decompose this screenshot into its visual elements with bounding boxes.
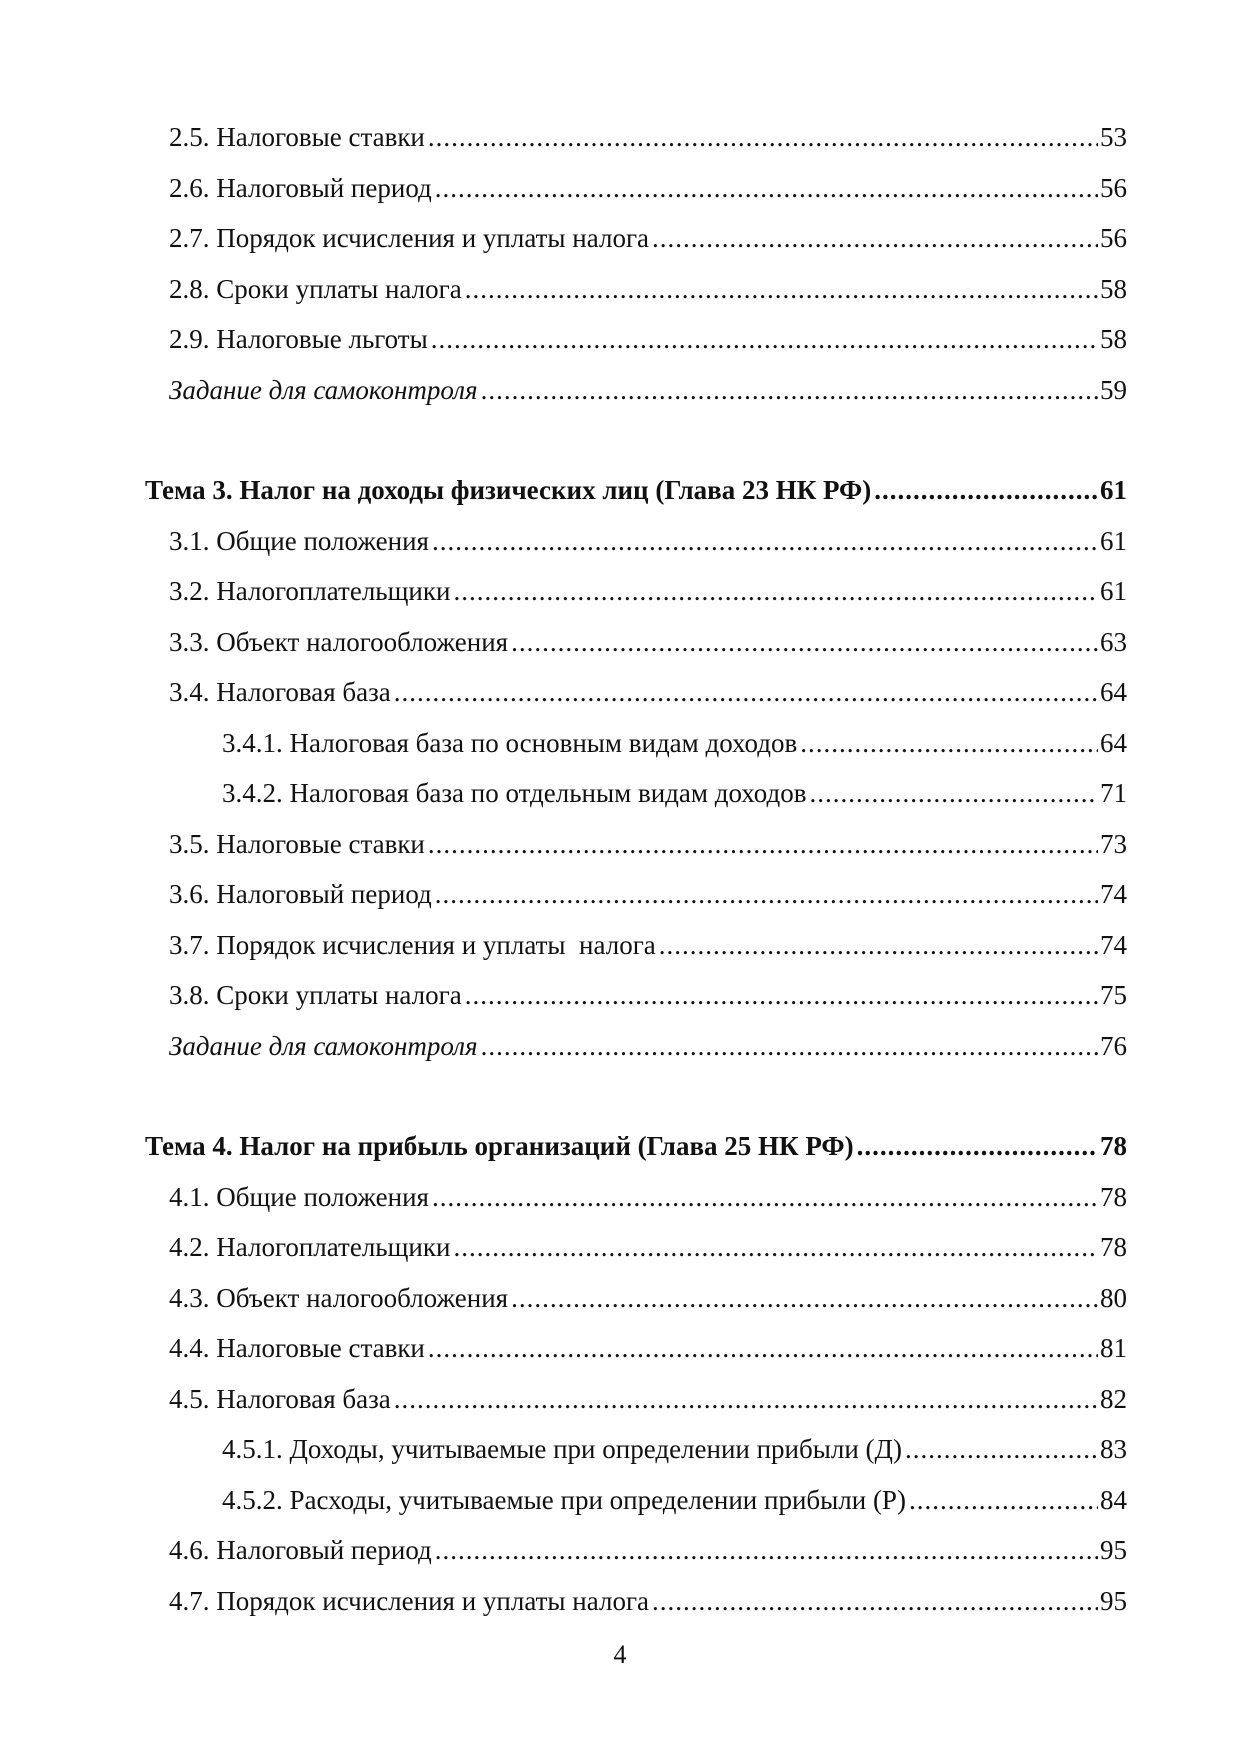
toc-entry-3-2[interactable] <box>145 566 1127 617</box>
toc-entry-page: 82 <box>1100 1383 1127 1414</box>
toc-entry-label: 4.5.1. Доходы, учитываемые при определении прибыли (Д) <box>222 1434 902 1464</box>
toc-entry-3-6[interactable] <box>145 869 1127 920</box>
toc-entry-4-6[interactable] <box>145 1525 1127 1576</box>
toc-entry-page: 56 <box>1100 223 1127 253</box>
section-spacer <box>145 1071 1127 1121</box>
toc-entry-3-4[interactable] <box>145 667 1127 718</box>
toc-entry-label: 4.6. Налоговый период <box>169 1535 432 1565</box>
toc-leader-dots <box>394 667 1098 718</box>
toc-entry-self-check-3[interactable] <box>145 1021 1127 1072</box>
toc-entry-4-5-1[interactable] <box>145 1424 1127 1475</box>
toc-entry-page: 75 <box>1100 980 1127 1010</box>
toc-entry-2-7[interactable] <box>145 213 1127 264</box>
toc-entry-page: 83 <box>1100 1434 1127 1464</box>
toc-entry-page: 58 <box>1100 273 1127 304</box>
toc-entry-2-5[interactable] <box>145 112 1127 163</box>
toc-entry-page: 84 <box>1100 1484 1127 1515</box>
toc-entry-page: 71 <box>1100 778 1127 808</box>
toc-entry-4-2[interactable] <box>145 1222 1127 1273</box>
toc-entry-4-5-2[interactable] <box>145 1475 1127 1526</box>
toc-leader-dots <box>800 718 1098 769</box>
toc-entry-label: 2.7. Порядок исчисления и уплаты налога <box>169 223 650 253</box>
toc-entry-3-3[interactable] <box>145 617 1127 668</box>
toc-entry-label: 3.6. Налоговый период <box>169 879 432 909</box>
toc-entry-label: 2.5. Налоговые ставки <box>169 122 425 152</box>
toc-entry-label: 4.1. Общие положения <box>169 1181 429 1212</box>
toc-entry-label: 4.5. Налоговая база <box>169 1383 391 1414</box>
toc-entry-page: 95 <box>1100 1535 1127 1565</box>
toc-entry-label: 3.3. Объект налогообложения <box>169 626 509 657</box>
toc-entry-page: 58 <box>1100 324 1127 354</box>
toc-entry-label: 3.4. Налоговая база <box>169 677 391 707</box>
toc-entry-label: Задание для самоконтроля <box>169 374 478 405</box>
toc-entry-4-4[interactable] <box>145 1323 1127 1374</box>
toc-entry-4-3[interactable] <box>145 1273 1127 1324</box>
toc-entry-page: 95 <box>1100 1585 1127 1616</box>
toc-entry-4-7[interactable] <box>145 1576 1127 1627</box>
toc-leader-dots <box>453 1222 1098 1273</box>
toc-leader-dots <box>874 465 1098 516</box>
toc-entry-4-1[interactable] <box>145 1172 1127 1223</box>
toc-entry-label: 3.1. Общие положения <box>169 525 429 556</box>
toc-leader-dots <box>511 617 1098 668</box>
section-spacer <box>145 415 1127 465</box>
toc-entry-page: 74 <box>1100 879 1127 909</box>
toc-heading-topic-4[interactable] <box>145 1121 1127 1172</box>
toc-entry-page: 61 <box>1100 576 1127 606</box>
toc-heading-topic-3[interactable] <box>145 465 1127 516</box>
toc-entry-label: 4.2. Налогоплательщики <box>169 1232 451 1262</box>
toc-leader-dots <box>481 1021 1098 1072</box>
toc-entry-label: 3.8. Сроки уплаты налога <box>169 980 462 1010</box>
toc-entry-label: 2.6. Налоговый период <box>169 172 432 203</box>
toc-entry-label: 3.2. Налогоплательщики <box>169 576 451 606</box>
toc-entry-label: 2.8. Сроки уплаты налога <box>169 273 462 304</box>
toc-leader-dots <box>857 1121 1098 1172</box>
toc-entry-self-check-2[interactable] <box>145 365 1127 416</box>
toc-entry-3-5[interactable] <box>145 819 1127 870</box>
table-of-contents <box>145 112 1127 1626</box>
toc-entry-page: 80 <box>1100 1282 1127 1313</box>
toc-leader-dots <box>511 1273 1098 1324</box>
toc-leader-dots <box>905 1424 1098 1475</box>
toc-heading-page: 78 <box>1100 1131 1127 1161</box>
toc-leader-dots <box>428 112 1098 163</box>
toc-heading-label: Тема 3. Налог на доходы физических лиц (Глава 23 НК РФ) <box>145 475 872 505</box>
toc-leader-dots <box>465 970 1098 1021</box>
toc-entry-page: 76 <box>1100 1030 1127 1061</box>
toc-leader-dots <box>652 213 1098 264</box>
toc-leader-dots <box>394 1374 1098 1425</box>
toc-entry-page: 59 <box>1100 374 1127 405</box>
toc-leader-dots <box>428 819 1098 870</box>
toc-entry-label: 4.7. Порядок исчисления и уплаты налога <box>169 1585 650 1616</box>
toc-entry-label: 4.4. Налоговые ставки <box>169 1333 425 1363</box>
toc-entry-page: 73 <box>1100 828 1127 859</box>
toc-entry-label: 3.5. Налоговые ставки <box>169 828 425 859</box>
toc-leader-dots <box>435 869 1098 920</box>
toc-leader-dots <box>432 516 1098 567</box>
toc-entry-3-1[interactable] <box>145 516 1127 567</box>
toc-entry-page: 53 <box>1100 122 1127 152</box>
toc-entry-page: 64 <box>1100 727 1127 758</box>
toc-entry-label: Задание для самоконтроля <box>169 1030 478 1061</box>
toc-entry-3-7[interactable] <box>145 920 1127 971</box>
toc-leader-dots <box>435 1525 1098 1576</box>
toc-entry-4-5[interactable] <box>145 1374 1127 1425</box>
toc-entry-2-6[interactable] <box>145 163 1127 214</box>
toc-entry-label: 2.9. Налоговые льготы <box>169 324 428 354</box>
toc-entry-page: 64 <box>1100 677 1127 707</box>
toc-leader-dots <box>435 163 1098 214</box>
toc-heading-label: Тема 4. Налог на прибыль организаций (Глава 25 НК РФ) <box>145 1131 854 1161</box>
toc-leader-dots <box>909 1475 1098 1526</box>
toc-entry-label: 3.7. Порядок исчисления и уплаты налога <box>169 929 656 960</box>
toc-entry-page: 61 <box>1100 525 1127 556</box>
toc-entry-label: 3.4.1. Налоговая база по основным видам доходов <box>222 727 798 758</box>
toc-leader-dots <box>431 314 1098 365</box>
toc-entry-page: 63 <box>1100 626 1127 657</box>
toc-entry-page: 81 <box>1100 1333 1127 1363</box>
toc-leader-dots <box>659 920 1098 971</box>
toc-entry-label: 3.4.2. Налоговая база по отдельным видам доходов <box>222 778 807 808</box>
toc-heading-page: 61 <box>1100 475 1127 505</box>
toc-entry-page: 78 <box>1100 1181 1127 1212</box>
toc-entry-page: 78 <box>1100 1232 1127 1262</box>
toc-entry-3-4-1[interactable] <box>145 718 1127 769</box>
toc-entry-page: 56 <box>1100 172 1127 203</box>
toc-entry-page: 74 <box>1100 929 1127 960</box>
toc-leader-dots <box>809 768 1098 819</box>
toc-leader-dots <box>432 1172 1098 1223</box>
toc-entry-label: 4.3. Объект налогообложения <box>169 1282 509 1313</box>
toc-entry-2-9[interactable] <box>145 314 1127 365</box>
toc-entry-label: 4.5.2. Расходы, учитываемые при определении прибыли (Р) <box>222 1484 906 1515</box>
toc-leader-dots <box>652 1576 1098 1627</box>
toc-leader-dots <box>465 264 1098 315</box>
toc-entry-2-8[interactable] <box>145 264 1127 315</box>
toc-leader-dots <box>453 566 1098 617</box>
toc-leader-dots <box>481 365 1098 416</box>
toc-entry-3-8[interactable] <box>145 970 1127 1021</box>
page-number: 4 <box>613 1640 627 1669</box>
toc-leader-dots <box>428 1323 1098 1374</box>
toc-entry-3-4-2[interactable] <box>145 768 1127 819</box>
